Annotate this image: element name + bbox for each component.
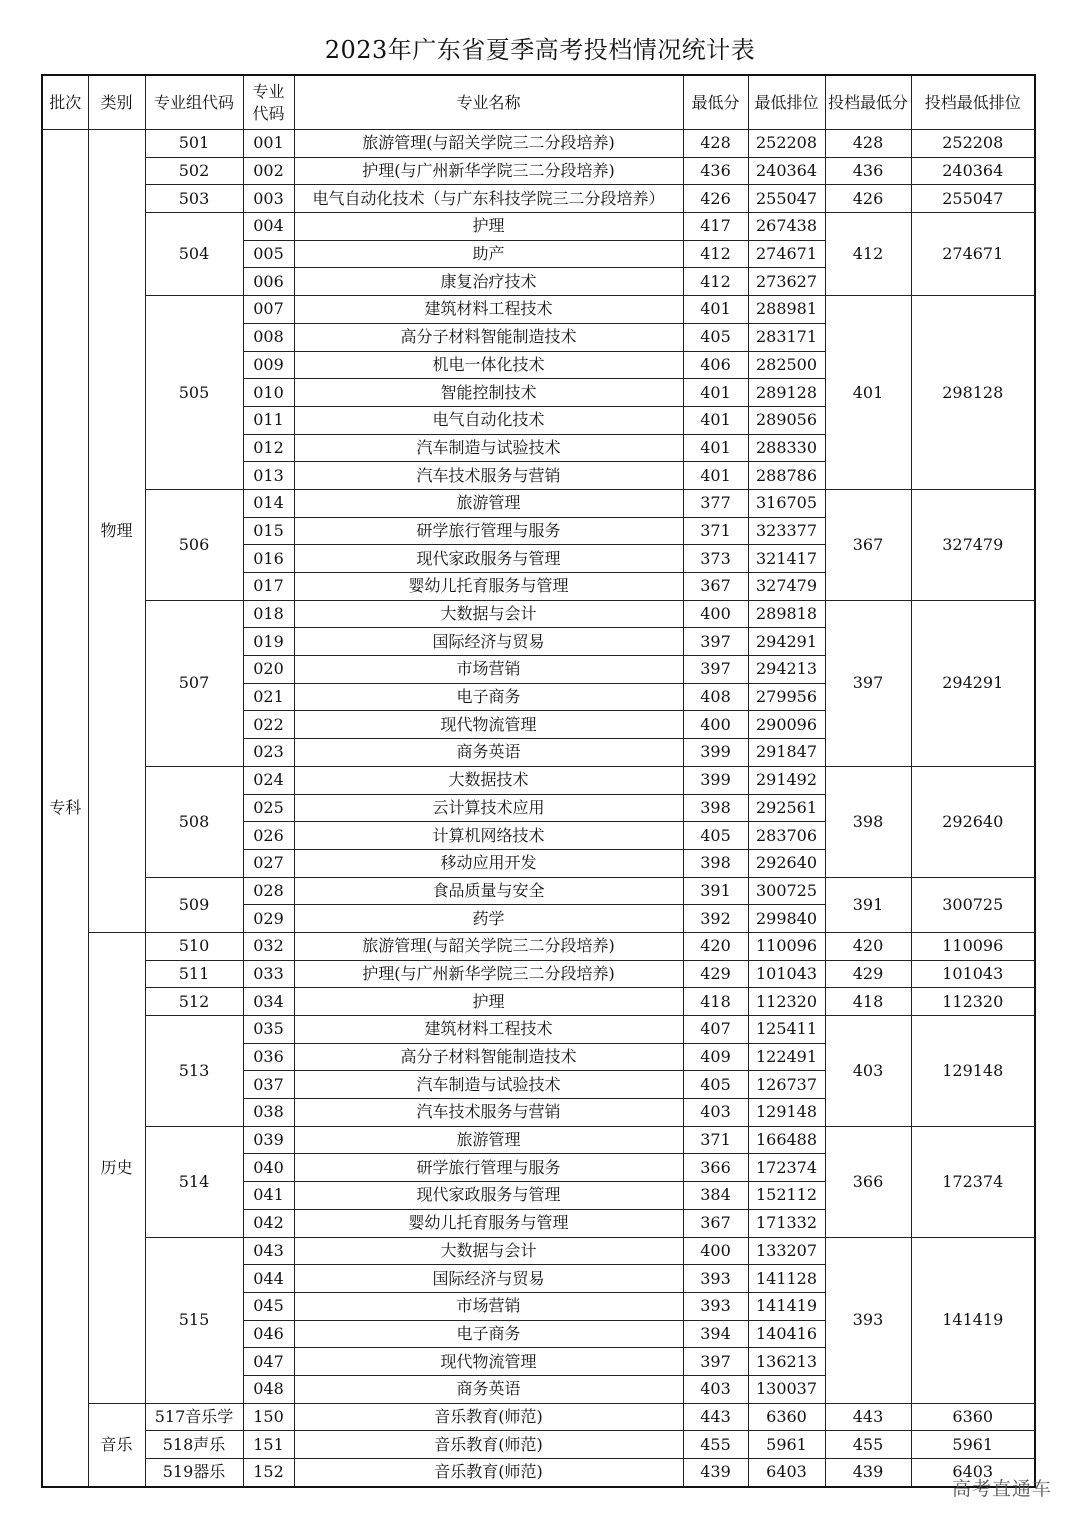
min-rank-cell: 288981 (748, 296, 825, 324)
group-code-cell: 512 (145, 988, 243, 1016)
major-name-cell: 现代物流管理 (294, 1348, 683, 1376)
major-code-cell: 150 (243, 1403, 294, 1431)
min-rank-cell: 101043 (748, 960, 825, 988)
group-code-cell: 501 (145, 130, 243, 158)
group-code-cell: 506 (145, 489, 243, 600)
major-name-cell: 机电一体化技术 (294, 351, 683, 379)
table-row (42, 766, 1035, 794)
major-name-cell: 建筑材料工程技术 (294, 296, 683, 324)
admission-min-rank-cell: 294291 (911, 600, 1035, 766)
min-score-cell: 412 (683, 268, 748, 296)
admission-min-rank-cell: 240364 (911, 157, 1035, 185)
group-code-cell: 513 (145, 1016, 243, 1127)
min-score-cell: 429 (683, 960, 748, 988)
min-rank-cell: 255047 (748, 185, 825, 213)
table-row (42, 960, 1035, 988)
table-row (42, 1237, 1035, 1265)
group-code-cell: 515 (145, 1237, 243, 1403)
group-code-cell: 511 (145, 960, 243, 988)
major-name-cell: 电子商务 (294, 683, 683, 711)
major-name-cell: 国际经济与贸易 (294, 1265, 683, 1293)
major-code-cell: 014 (243, 489, 294, 517)
header-cell: 专业组代码 (145, 75, 243, 130)
major-code-cell: 007 (243, 296, 294, 324)
major-code-cell: 002 (243, 157, 294, 185)
admission-min-rank-cell: 172374 (911, 1126, 1035, 1237)
major-name-cell: 音乐教育(师范) (294, 1431, 683, 1459)
min-score-cell: 393 (683, 1265, 748, 1293)
major-code-cell: 017 (243, 573, 294, 601)
major-name-cell: 高分子材料智能制造技术 (294, 1043, 683, 1071)
admission-min-rank-cell: 6403 (911, 1459, 1035, 1487)
min-rank-cell: 291492 (748, 766, 825, 794)
admission-min-score-cell: 439 (825, 1459, 911, 1487)
major-name-cell: 护理 (294, 213, 683, 241)
table-row (42, 1431, 1035, 1459)
major-name-cell: 市场营销 (294, 1292, 683, 1320)
admission-table (41, 74, 1036, 1488)
major-code-cell: 038 (243, 1099, 294, 1127)
min-rank-cell: 6403 (748, 1459, 825, 1487)
major-name-cell: 康复治疗技术 (294, 268, 683, 296)
admission-min-rank-cell: 300725 (911, 877, 1035, 932)
major-name-cell: 旅游管理 (294, 1126, 683, 1154)
min-score-cell: 401 (683, 406, 748, 434)
min-rank-cell: 273627 (748, 268, 825, 296)
min-rank-cell: 172374 (748, 1154, 825, 1182)
group-code-cell: 502 (145, 157, 243, 185)
major-name-cell: 计算机网络技术 (294, 822, 683, 850)
major-code-cell: 018 (243, 600, 294, 628)
table-row (42, 988, 1035, 1016)
header-cell: 类别 (88, 75, 145, 130)
major-code-cell: 034 (243, 988, 294, 1016)
min-score-cell: 443 (683, 1403, 748, 1431)
min-rank-cell: 291847 (748, 739, 825, 767)
major-code-cell: 003 (243, 185, 294, 213)
major-name-cell: 音乐教育(师范) (294, 1403, 683, 1431)
major-code-cell: 026 (243, 822, 294, 850)
major-name-cell: 建筑材料工程技术 (294, 1016, 683, 1044)
min-rank-cell: 290096 (748, 711, 825, 739)
min-score-cell: 428 (683, 130, 748, 158)
major-code-cell: 029 (243, 905, 294, 933)
major-code-cell: 028 (243, 877, 294, 905)
major-name-cell: 商务英语 (294, 739, 683, 767)
min-score-cell: 412 (683, 240, 748, 268)
admission-min-score-cell: 401 (825, 296, 911, 490)
min-rank-cell: 5961 (748, 1431, 825, 1459)
major-code-cell: 015 (243, 517, 294, 545)
min-rank-cell: 133207 (748, 1237, 825, 1265)
min-score-cell: 426 (683, 185, 748, 213)
admission-min-rank-cell: 129148 (911, 1016, 1035, 1127)
min-score-cell: 371 (683, 1126, 748, 1154)
admission-min-score-cell: 367 (825, 489, 911, 600)
table-row (42, 600, 1035, 628)
table-row (42, 1403, 1035, 1431)
major-name-cell: 旅游管理(与韶关学院三二分段培养) (294, 130, 683, 158)
table-row (42, 157, 1035, 185)
min-rank-cell: 289818 (748, 600, 825, 628)
min-rank-cell: 6360 (748, 1403, 825, 1431)
min-rank-cell: 294291 (748, 628, 825, 656)
admission-min-score-cell: 418 (825, 988, 911, 1016)
min-score-cell: 403 (683, 1099, 748, 1127)
min-score-cell: 397 (683, 1348, 748, 1376)
header-cell: 批次 (42, 75, 88, 130)
min-rank-cell: 289128 (748, 379, 825, 407)
min-score-cell: 408 (683, 683, 748, 711)
min-rank-cell: 171332 (748, 1209, 825, 1237)
category-cell: 历史 (88, 932, 145, 1403)
major-code-cell: 036 (243, 1043, 294, 1071)
min-score-cell: 393 (683, 1292, 748, 1320)
min-rank-cell: 300725 (748, 877, 825, 905)
admission-min-rank-cell: 327479 (911, 489, 1035, 600)
group-code-cell: 507 (145, 600, 243, 766)
major-code-cell: 012 (243, 434, 294, 462)
admission-min-rank-cell: 274671 (911, 213, 1035, 296)
major-code-cell: 037 (243, 1071, 294, 1099)
min-rank-cell: 141128 (748, 1265, 825, 1293)
min-score-cell: 367 (683, 1209, 748, 1237)
major-name-cell: 汽车技术服务与营销 (294, 1099, 683, 1127)
admission-min-score-cell: 420 (825, 932, 911, 960)
major-code-cell: 044 (243, 1265, 294, 1293)
admission-min-score-cell: 412 (825, 213, 911, 296)
admission-min-score-cell: 397 (825, 600, 911, 766)
min-rank-cell: 289056 (748, 406, 825, 434)
min-score-cell: 455 (683, 1431, 748, 1459)
major-name-cell: 旅游管理(与韶关学院三二分段培养) (294, 932, 683, 960)
admission-min-rank-cell: 292640 (911, 766, 1035, 877)
major-name-cell: 汽车制造与试验技术 (294, 434, 683, 462)
major-code-cell: 035 (243, 1016, 294, 1044)
admission-min-score-cell: 436 (825, 157, 911, 185)
min-rank-cell: 166488 (748, 1126, 825, 1154)
major-code-cell: 151 (243, 1431, 294, 1459)
min-score-cell: 399 (683, 766, 748, 794)
major-name-cell: 音乐教育(师范) (294, 1459, 683, 1487)
min-rank-cell: 294213 (748, 656, 825, 684)
group-code-cell: 519器乐 (145, 1459, 243, 1487)
min-score-cell: 384 (683, 1182, 748, 1210)
table-row (42, 489, 1035, 517)
group-code-cell: 518声乐 (145, 1431, 243, 1459)
min-score-cell: 366 (683, 1154, 748, 1182)
admission-min-score-cell: 393 (825, 1237, 911, 1403)
admission-min-score-cell: 366 (825, 1126, 911, 1237)
min-score-cell: 405 (683, 1071, 748, 1099)
table-row (42, 932, 1035, 960)
min-rank-cell: 279956 (748, 683, 825, 711)
min-score-cell: 439 (683, 1459, 748, 1487)
min-score-cell: 371 (683, 517, 748, 545)
min-score-cell: 418 (683, 988, 748, 1016)
min-score-cell: 405 (683, 822, 748, 850)
admission-min-rank-cell: 141419 (911, 1237, 1035, 1403)
major-name-cell: 护理(与广州新华学院三二分段培养) (294, 157, 683, 185)
major-name-cell: 研学旅行管理与服务 (294, 1154, 683, 1182)
min-score-cell: 401 (683, 296, 748, 324)
min-rank-cell: 130037 (748, 1375, 825, 1403)
header-row (42, 75, 1035, 130)
table-row (42, 213, 1035, 241)
min-score-cell: 405 (683, 323, 748, 351)
min-rank-cell: 129148 (748, 1099, 825, 1127)
header-cell: 专业 代码 (243, 75, 294, 130)
min-rank-cell: 288786 (748, 462, 825, 490)
category-cell: 物理 (88, 130, 145, 933)
table-row (42, 1459, 1035, 1487)
min-score-cell: 392 (683, 905, 748, 933)
major-code-cell: 005 (243, 240, 294, 268)
major-name-cell: 高分子材料智能制造技术 (294, 323, 683, 351)
min-rank-cell: 141419 (748, 1292, 825, 1320)
min-rank-cell: 288330 (748, 434, 825, 462)
major-code-cell: 013 (243, 462, 294, 490)
min-score-cell: 367 (683, 573, 748, 601)
major-name-cell: 食品质量与安全 (294, 877, 683, 905)
min-rank-cell: 323377 (748, 517, 825, 545)
major-code-cell: 152 (243, 1459, 294, 1487)
major-code-cell: 001 (243, 130, 294, 158)
admission-min-score-cell: 428 (825, 130, 911, 158)
min-rank-cell: 140416 (748, 1320, 825, 1348)
admission-min-rank-cell: 101043 (911, 960, 1035, 988)
min-score-cell: 407 (683, 1016, 748, 1044)
major-code-cell: 010 (243, 379, 294, 407)
major-name-cell: 药学 (294, 905, 683, 933)
major-code-cell: 011 (243, 406, 294, 434)
major-code-cell: 006 (243, 268, 294, 296)
min-rank-cell: 274671 (748, 240, 825, 268)
major-code-cell: 043 (243, 1237, 294, 1265)
batch-cell: 专科 (42, 130, 88, 1487)
major-name-cell: 汽车制造与试验技术 (294, 1071, 683, 1099)
min-rank-cell: 267438 (748, 213, 825, 241)
min-score-cell: 398 (683, 794, 748, 822)
major-code-cell: 045 (243, 1292, 294, 1320)
major-name-cell: 电气自动化技术（与广东科技学院三二分段培养） (294, 185, 683, 213)
major-name-cell: 护理 (294, 988, 683, 1016)
major-name-cell: 助产 (294, 240, 683, 268)
header-cell: 最低排位 (748, 75, 825, 130)
header-cell: 投档最低排位 (911, 75, 1035, 130)
min-score-cell: 400 (683, 711, 748, 739)
major-name-cell: 旅游管理 (294, 489, 683, 517)
major-name-cell: 移动应用开发 (294, 849, 683, 877)
major-name-cell: 大数据与会计 (294, 600, 683, 628)
major-code-cell: 041 (243, 1182, 294, 1210)
major-code-cell: 025 (243, 794, 294, 822)
major-name-cell: 现代物流管理 (294, 711, 683, 739)
min-rank-cell: 122491 (748, 1043, 825, 1071)
group-code-cell: 503 (145, 185, 243, 213)
category-cell: 音乐 (88, 1403, 145, 1487)
major-name-cell: 大数据与会计 (294, 1237, 683, 1265)
min-rank-cell: 110096 (748, 932, 825, 960)
table-row (42, 185, 1035, 213)
header-cell: 最低分 (683, 75, 748, 130)
min-score-cell: 400 (683, 1237, 748, 1265)
admission-min-rank-cell: 298128 (911, 296, 1035, 490)
page-title: 2023年广东省夏季高考投档情况统计表 (324, 36, 756, 64)
min-rank-cell: 283706 (748, 822, 825, 850)
table-row (42, 296, 1035, 324)
admission-min-score-cell: 443 (825, 1403, 911, 1431)
min-score-cell: 417 (683, 213, 748, 241)
major-name-cell: 大数据技术 (294, 766, 683, 794)
table-row (42, 877, 1035, 905)
group-code-cell: 517音乐学 (145, 1403, 243, 1431)
group-code-cell: 510 (145, 932, 243, 960)
major-code-cell: 042 (243, 1209, 294, 1237)
min-score-cell: 409 (683, 1043, 748, 1071)
min-rank-cell: 240364 (748, 157, 825, 185)
admission-min-score-cell: 403 (825, 1016, 911, 1127)
group-code-cell: 509 (145, 877, 243, 932)
major-code-cell: 022 (243, 711, 294, 739)
min-rank-cell: 282500 (748, 351, 825, 379)
admission-min-rank-cell: 112320 (911, 988, 1035, 1016)
group-code-cell: 505 (145, 296, 243, 490)
min-rank-cell: 316705 (748, 489, 825, 517)
major-name-cell: 电子商务 (294, 1320, 683, 1348)
major-code-cell: 019 (243, 628, 294, 656)
major-name-cell: 研学旅行管理与服务 (294, 517, 683, 545)
table-row (42, 130, 1035, 158)
major-name-cell: 护理(与广州新华学院三二分段培养) (294, 960, 683, 988)
table-row (42, 1126, 1035, 1154)
admission-min-rank-cell: 255047 (911, 185, 1035, 213)
major-code-cell: 040 (243, 1154, 294, 1182)
min-score-cell: 399 (683, 739, 748, 767)
major-name-cell: 云计算技术应用 (294, 794, 683, 822)
min-score-cell: 401 (683, 462, 748, 490)
header-cell: 投档最低分 (825, 75, 911, 130)
admission-min-rank-cell: 5961 (911, 1431, 1035, 1459)
major-name-cell: 电气自动化技术 (294, 406, 683, 434)
min-score-cell: 398 (683, 849, 748, 877)
admission-min-score-cell: 398 (825, 766, 911, 877)
major-code-cell: 021 (243, 683, 294, 711)
min-score-cell: 420 (683, 932, 748, 960)
min-rank-cell: 292640 (748, 849, 825, 877)
admission-min-rank-cell: 6360 (911, 1403, 1035, 1431)
major-name-cell: 智能控制技术 (294, 379, 683, 407)
major-code-cell: 008 (243, 323, 294, 351)
watermark: 高考直通车 (951, 1478, 1052, 1500)
min-score-cell: 373 (683, 545, 748, 573)
min-score-cell: 397 (683, 656, 748, 684)
min-rank-cell: 252208 (748, 130, 825, 158)
min-score-cell: 403 (683, 1375, 748, 1403)
major-code-cell: 048 (243, 1375, 294, 1403)
admission-min-score-cell: 455 (825, 1431, 911, 1459)
min-rank-cell: 112320 (748, 988, 825, 1016)
min-rank-cell: 292561 (748, 794, 825, 822)
major-name-cell: 现代家政服务与管理 (294, 545, 683, 573)
major-name-cell: 市场营销 (294, 656, 683, 684)
major-code-cell: 032 (243, 932, 294, 960)
min-score-cell: 406 (683, 351, 748, 379)
min-score-cell: 397 (683, 628, 748, 656)
major-code-cell: 024 (243, 766, 294, 794)
group-code-cell: 508 (145, 766, 243, 877)
major-name-cell: 商务英语 (294, 1375, 683, 1403)
min-rank-cell: 299840 (748, 905, 825, 933)
major-code-cell: 004 (243, 213, 294, 241)
major-code-cell: 020 (243, 656, 294, 684)
major-code-cell: 046 (243, 1320, 294, 1348)
admission-min-rank-cell: 110096 (911, 932, 1035, 960)
major-name-cell: 婴幼儿托育服务与管理 (294, 573, 683, 601)
header-cell: 专业名称 (294, 75, 683, 130)
admission-min-rank-cell: 252208 (911, 130, 1035, 158)
min-score-cell: 377 (683, 489, 748, 517)
major-code-cell: 027 (243, 849, 294, 877)
major-code-cell: 047 (243, 1348, 294, 1376)
min-score-cell: 401 (683, 379, 748, 407)
min-rank-cell: 283171 (748, 323, 825, 351)
major-name-cell: 国际经济与贸易 (294, 628, 683, 656)
group-code-cell: 504 (145, 213, 243, 296)
admission-min-score-cell: 426 (825, 185, 911, 213)
admission-min-score-cell: 391 (825, 877, 911, 932)
min-score-cell: 391 (683, 877, 748, 905)
major-code-cell: 023 (243, 739, 294, 767)
major-code-cell: 016 (243, 545, 294, 573)
min-rank-cell: 126737 (748, 1071, 825, 1099)
major-code-cell: 033 (243, 960, 294, 988)
min-rank-cell: 136213 (748, 1348, 825, 1376)
min-score-cell: 436 (683, 157, 748, 185)
min-rank-cell: 321417 (748, 545, 825, 573)
major-name-cell: 婴幼儿托育服务与管理 (294, 1209, 683, 1237)
min-score-cell: 400 (683, 600, 748, 628)
min-rank-cell: 125411 (748, 1016, 825, 1044)
min-rank-cell: 152112 (748, 1182, 825, 1210)
group-code-cell: 514 (145, 1126, 243, 1237)
admission-min-score-cell: 429 (825, 960, 911, 988)
major-name-cell: 现代家政服务与管理 (294, 1182, 683, 1210)
table-row (42, 1016, 1035, 1044)
major-code-cell: 009 (243, 351, 294, 379)
major-code-cell: 039 (243, 1126, 294, 1154)
table-body (42, 130, 1035, 1487)
min-rank-cell: 327479 (748, 573, 825, 601)
major-name-cell: 汽车技术服务与营销 (294, 462, 683, 490)
min-score-cell: 401 (683, 434, 748, 462)
min-score-cell: 394 (683, 1320, 748, 1348)
